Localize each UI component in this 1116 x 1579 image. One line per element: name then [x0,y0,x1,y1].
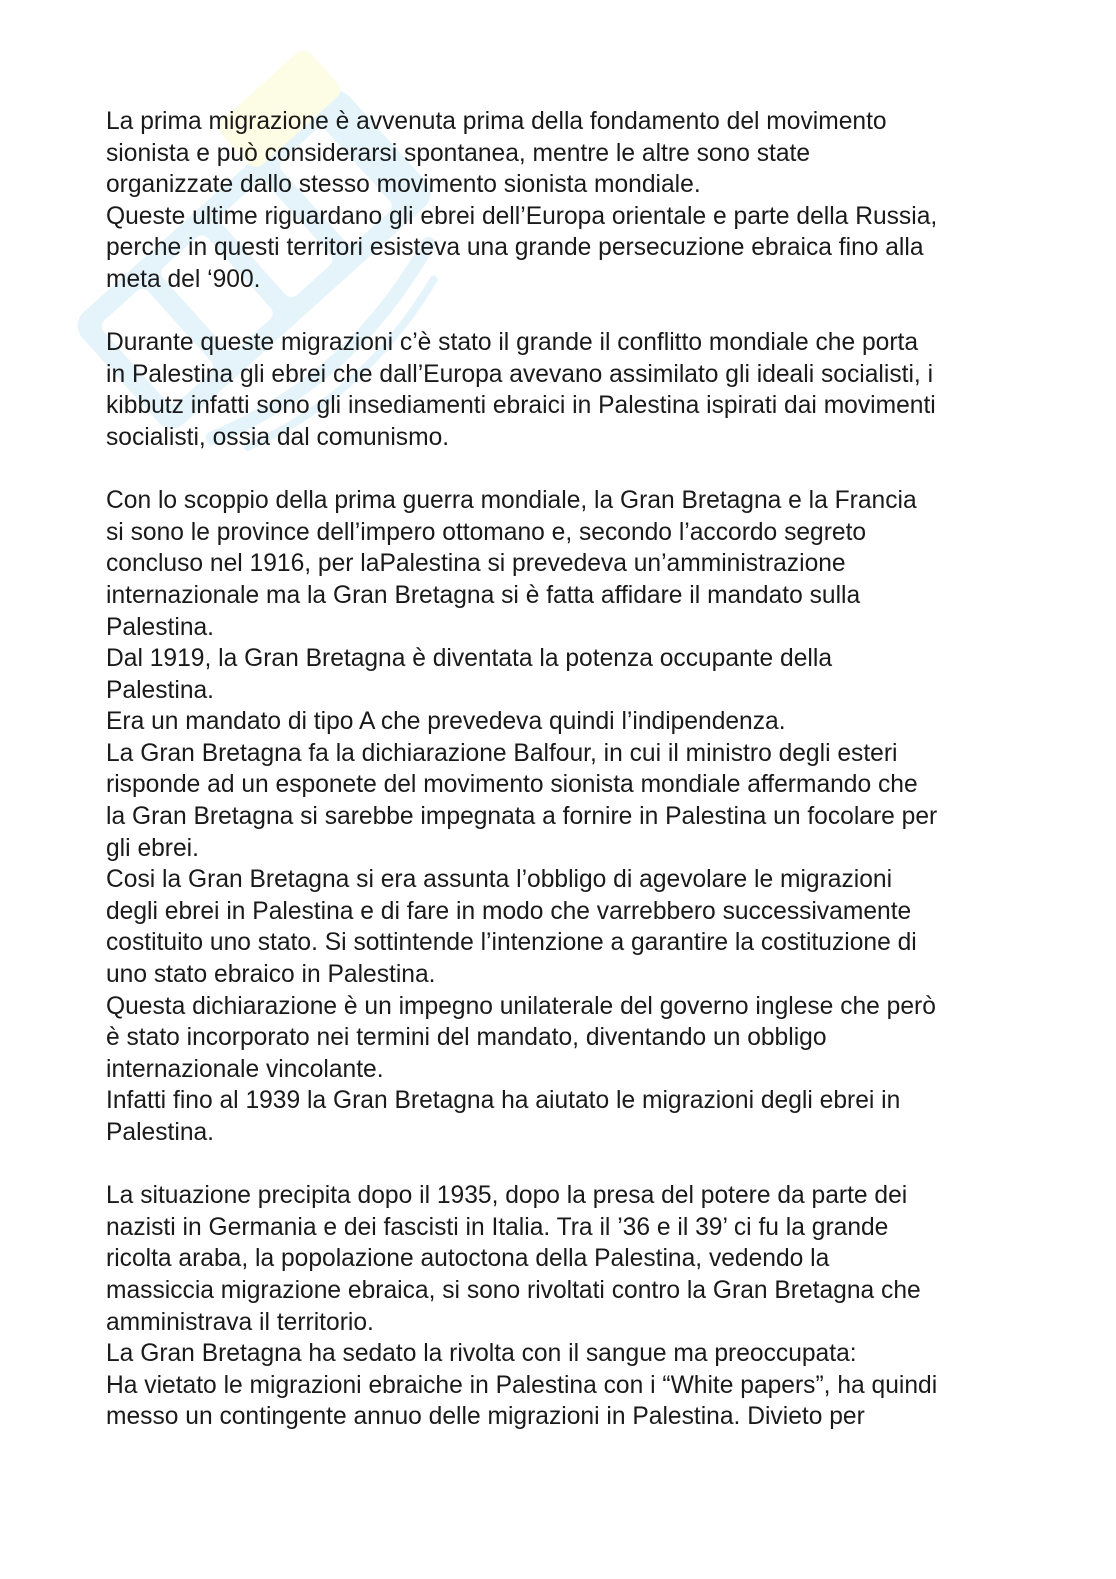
text-line: Infatti fino al 1939 la Gran Bretagna ha aiutato le migrazioni degli ebrei in [106,1087,901,1115]
text-line: degli ebrei in Palestina e di fare in modo che varrebbero successivamente [106,897,912,925]
text-line: Cosi la Gran Bretagna si era assunta l’obbligo di agevolare le migrazioni [106,866,893,894]
text-line: in Palestina gli ebrei che dall’Europa avevano assimilato gli ideali socialisti, i [106,360,934,388]
text-line: kibbutz infatti sono gli insediamenti ebraici in Palestina ispirati dai movimenti [106,392,936,420]
text-line: meta del ‘900. [106,265,261,293]
text-line: uno stato ebraico in Palestina. [106,961,436,989]
text-line: perche in questi territori esisteva una grande persecuzione ebraica fino alla [106,234,924,262]
paragraph-gap [106,296,1016,328]
text-line: risponde ad un esponete del movimento sionista mondiale affermando che [106,771,918,799]
text-line: organizzate dallo stesso movimento sionista mondiale. [106,171,701,199]
text-line: si sono le province dell’impero ottomano e, secondo l’accordo segreto [106,518,867,546]
text-line: Questa dichiarazione è un impegno unilaterale del governo inglese che però [106,992,936,1020]
text-line: Queste ultime riguardano gli ebrei dell’Europa orientale e parte della Russia, [106,202,938,230]
paragraph [106,327,1016,453]
text-line: Palestina. [106,676,215,704]
text-line: La Gran Bretagna ha sedato la rivolta con il sangue ma preoccupata: [106,1340,857,1368]
paragraph-gap [106,454,1016,486]
text-line: La prima migrazione è avvenuta prima della fondamento del movimento [106,108,887,135]
text-line: messo un contingente annuo delle migrazioni in Palestina. Divieto per [106,1403,865,1431]
text-line: Palestina. [106,1119,215,1146]
text-line: La Gran Bretagna fa la dichiarazione Balfour, in cui il ministro degli esteri [106,739,898,767]
paragraph [106,1180,1016,1433]
text-line: la Gran Bretagna si sarebbe impegnata a fornire in Palestina un focolare per [106,803,938,831]
paragraph-gap [106,1149,1016,1181]
text-line: nazisti in Germania e dei fascisti in Italia. Tra il ’36 e il 39’ ci fu la grande [106,1213,889,1241]
text-line: Ha vietato le migrazioni ebraiche in Palestina con i “White papers”, ha quindi [106,1371,938,1399]
text-line: gli ebrei. [106,834,199,862]
text-line: massiccia migrazione ebraica, si sono rivoltati contro la Gran Bretagna che [106,1276,921,1304]
text-line: amministrava il territorio. [106,1308,374,1336]
text-line: Palestina. [106,613,215,641]
text-line: è stato incorporato nei termini del mandato, diventando un obbligo [106,1024,827,1052]
paragraph [106,485,1016,1148]
text-line: ricolta araba, la popolazione autoctona della Palestina, vedendo la [106,1245,830,1273]
paragraph [106,106,1016,296]
text-line: concluso nel 1916, per laPalestina si prevedeva un’amministrazione [106,550,846,578]
text-line: internazionale vincolante. [106,1055,384,1083]
text-line: socialisti, ossia dal comunismo. [106,423,450,451]
text-line: Con lo scoppio della prima guerra mondiale, la Gran Bretagna e la Francia [106,487,917,515]
text-line: sionista e può considerarsi spontanea, mentre le altre sono state [106,139,811,167]
text-line: La situazione precipita dopo il 1935, dopo la presa del potere da parte dei [106,1182,908,1210]
text-line: Dal 1919, la Gran Bretagna è diventata la potenza occupante della [106,645,833,673]
text-line: Era un mandato di tipo A che prevedeva quindi l’indipendenza. [106,708,786,736]
text-line: Durante queste migrazioni c’è stato il grande il conflitto mondiale che porta [106,329,919,357]
text-line: costituito uno stato. Si sottintende l’intenzione a garantire la costituzione di [106,929,917,957]
text-line: internazionale ma la Gran Bretagna si è fatta affidare il mandato sulla [106,581,861,609]
